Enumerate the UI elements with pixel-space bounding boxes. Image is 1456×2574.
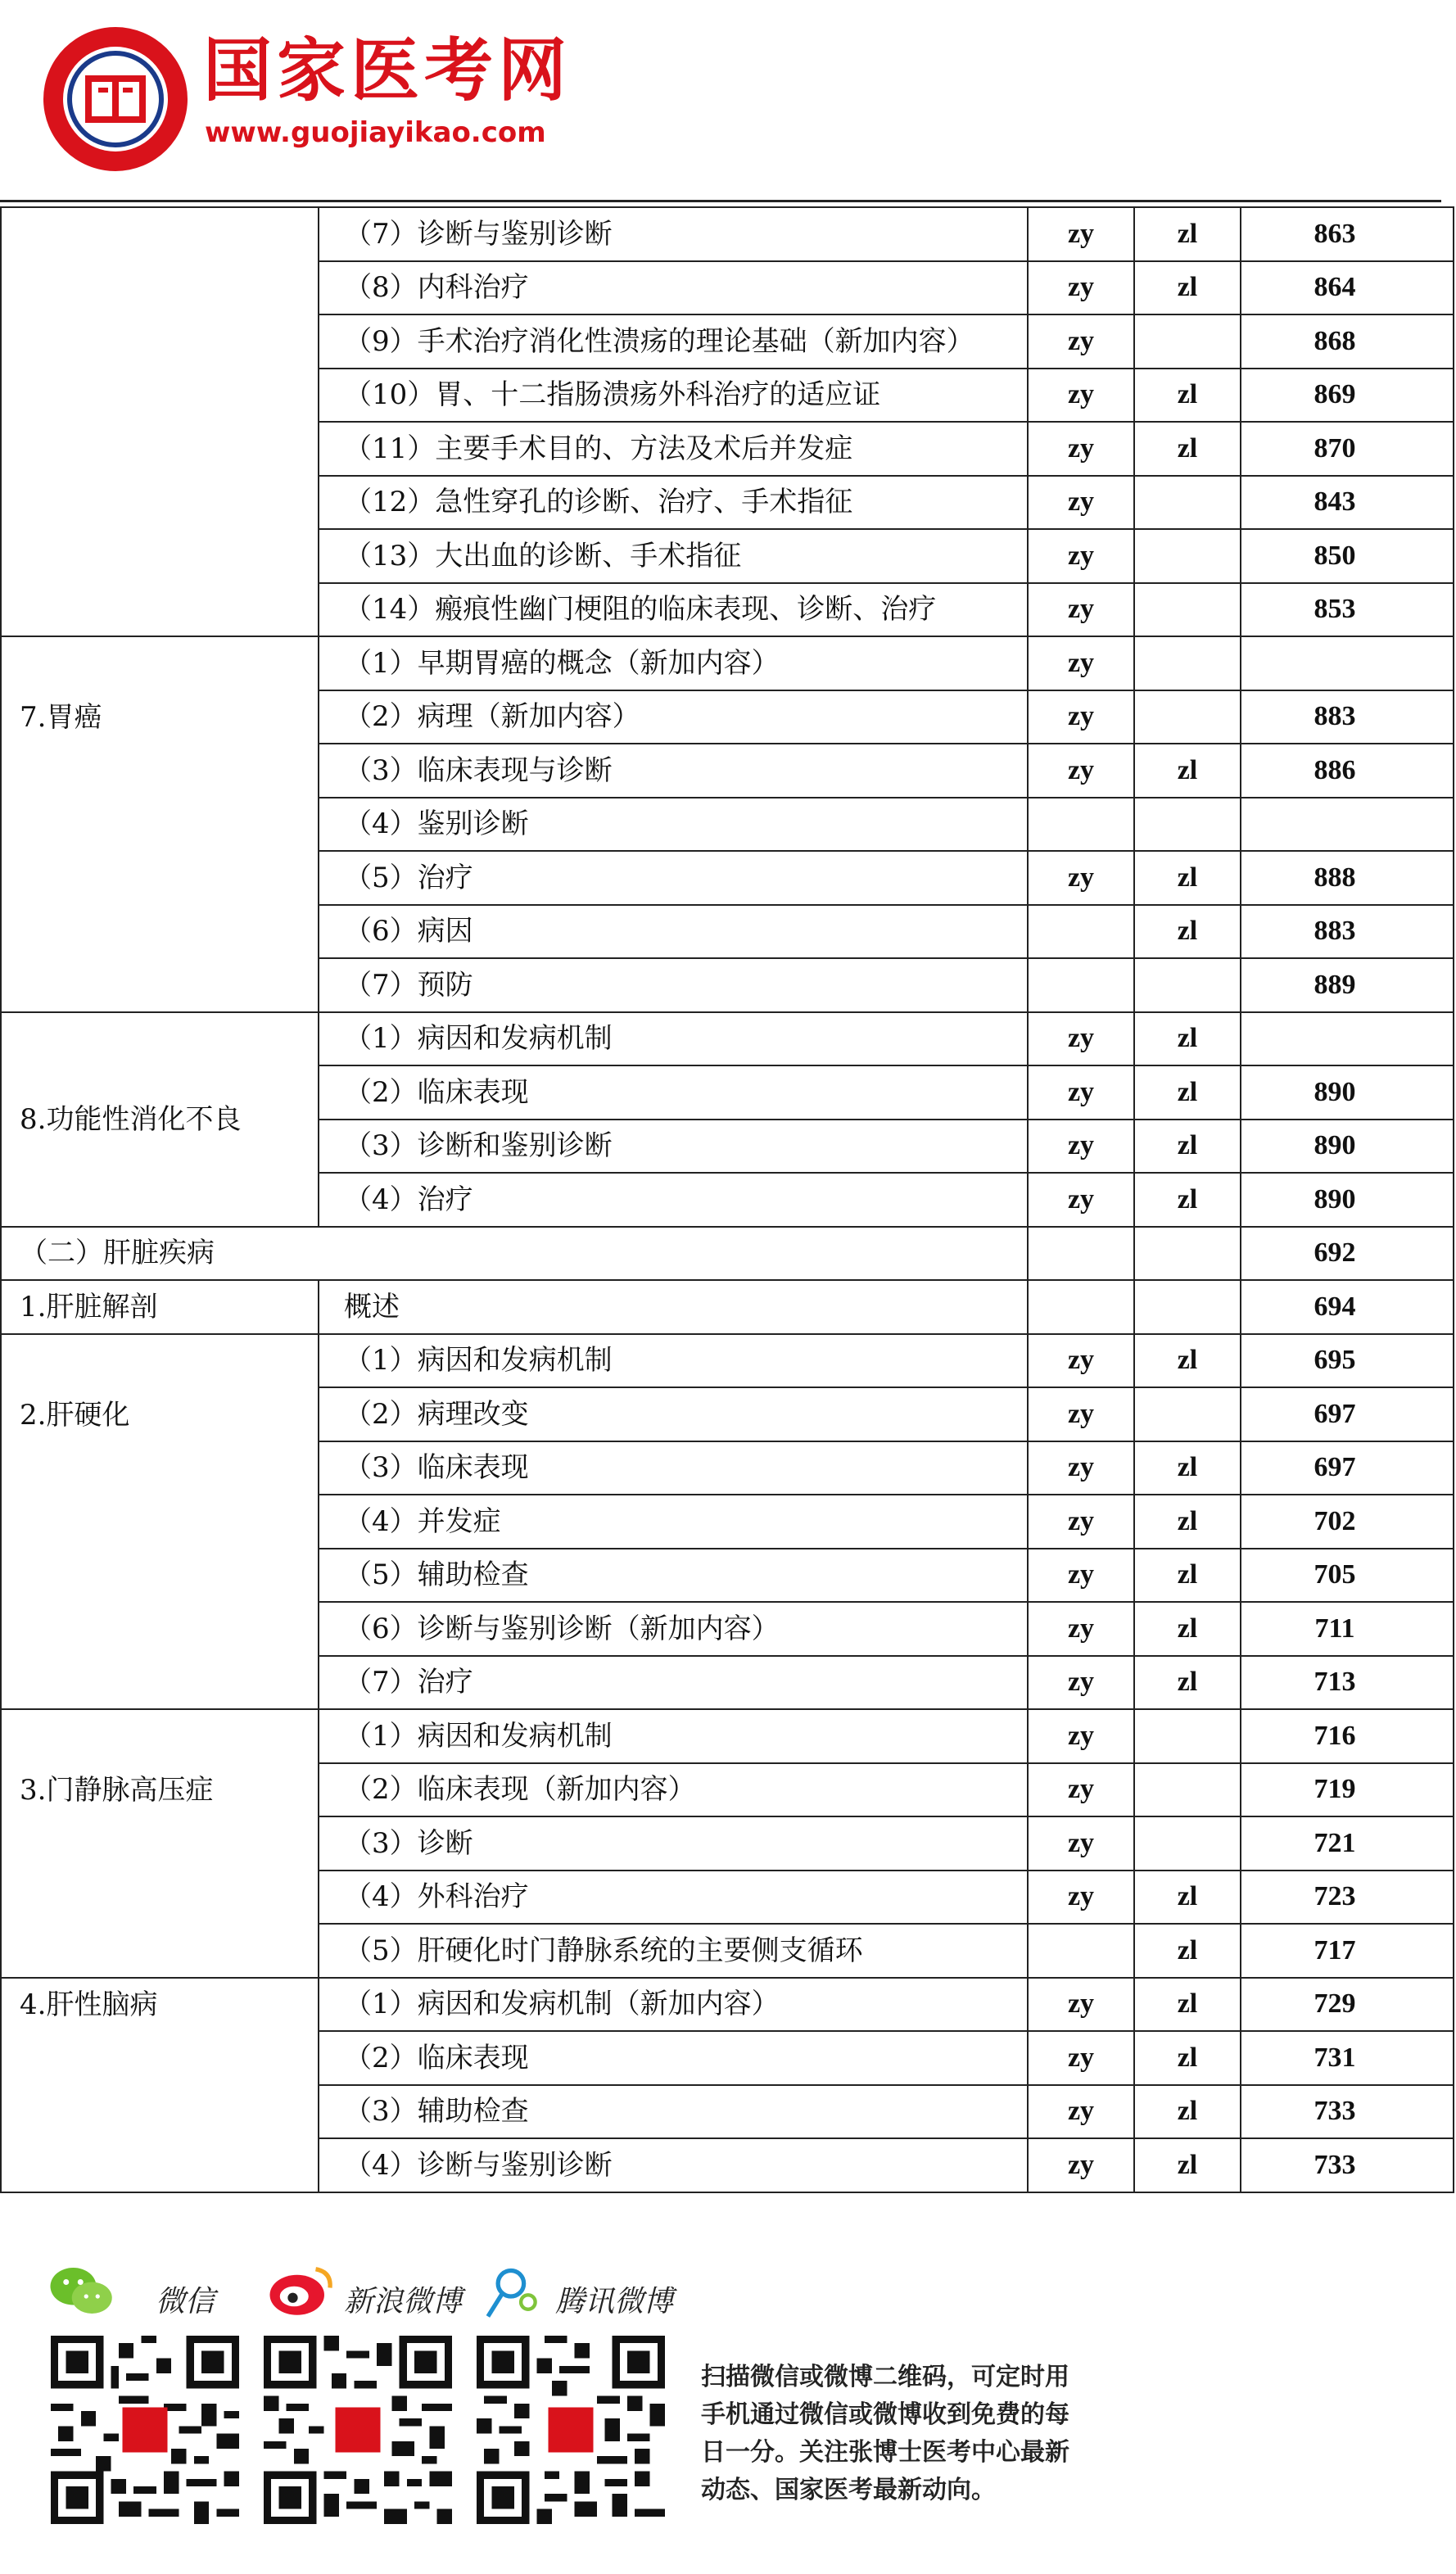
zy-cell: zy <box>1028 636 1134 690</box>
zl-cell: zl <box>1134 1924 1241 1978</box>
item-cell: （5）辅助检查 <box>319 1549 1028 1603</box>
page-footer <box>0 2244 1456 2574</box>
item-cell: （5）治疗 <box>319 851 1028 905</box>
zl-cell <box>1134 1227 1241 1281</box>
zy-cell <box>1028 1280 1134 1334</box>
page-cell: 697 <box>1241 1387 1454 1441</box>
zy-cell: zy <box>1028 1978 1134 2032</box>
zy-cell: zy <box>1028 422 1134 476</box>
zy-cell: zy <box>1028 1012 1134 1066</box>
zy-cell: zy <box>1028 1602 1134 1656</box>
zl-cell <box>1134 1763 1241 1817</box>
zl-cell <box>1134 1816 1241 1871</box>
zy-cell: zy <box>1028 476 1134 530</box>
topic-cell: 8.功能性消化不良 <box>1 1012 319 1227</box>
item-cell: （2）临床表现 <box>319 1065 1028 1120</box>
table-row <box>1 1978 1454 2032</box>
item-cell: （7）诊断与鉴别诊断 <box>319 207 1028 261</box>
zl-cell: zl <box>1134 422 1241 476</box>
item-cell: （5）肝硬化时门静脉系统的主要侧支循环 <box>319 1924 1028 1978</box>
item-cell: （6）病因 <box>319 905 1028 959</box>
syllabus-table <box>0 206 1454 2193</box>
item-cell: （9）手术治疗消化性溃疡的理论基础（新加内容） <box>319 314 1028 369</box>
zy-cell: zy <box>1028 369 1134 423</box>
zl-cell: zl <box>1134 1173 1241 1227</box>
item-cell: （3）诊断 <box>319 1816 1028 1871</box>
item-cell: （10）胃、十二指肠溃疡外科治疗的适应证 <box>319 369 1028 423</box>
logo-seal-icon <box>41 25 190 174</box>
item-cell: （14）瘢痕性幽门梗阻的临床表现、诊断、治疗 <box>319 583 1028 637</box>
zl-cell: zl <box>1134 744 1241 798</box>
page-cell: 843 <box>1241 476 1454 530</box>
zl-cell <box>1134 583 1241 637</box>
qr-code-tencent[interactable] <box>477 2336 665 2524</box>
page-cell <box>1241 798 1454 852</box>
zy-cell: zy <box>1028 1387 1134 1441</box>
zy-cell: zy <box>1028 1709 1134 1763</box>
zl-cell: zl <box>1134 1065 1241 1120</box>
page-cell: 850 <box>1241 529 1454 583</box>
page-cell <box>1241 636 1454 690</box>
brand-url[interactable]: www.guojiayikao.com <box>205 116 546 149</box>
item-cell: （4）诊断与鉴别诊断 <box>319 2138 1028 2192</box>
page-cell: 890 <box>1241 1120 1454 1174</box>
zy-cell: zy <box>1028 1495 1134 1549</box>
item-cell: （12）急性穿孔的诊断、治疗、手术指征 <box>319 476 1028 530</box>
zl-cell: zl <box>1134 905 1241 959</box>
zl-cell <box>1134 1387 1241 1441</box>
item-cell: （1）病因和发病机制 <box>319 1012 1028 1066</box>
page-cell: 719 <box>1241 1763 1454 1817</box>
item-cell: （11）主要手术目的、方法及术后并发症 <box>319 422 1028 476</box>
item-cell: 概述 <box>319 1280 1028 1334</box>
zl-cell: zl <box>1134 1495 1241 1549</box>
zl-cell: zl <box>1134 369 1241 423</box>
topic-cell: 4.肝性脑病 <box>1 1978 319 2192</box>
zy-cell: zy <box>1028 1763 1134 1817</box>
qr-code-wechat[interactable] <box>51 2336 239 2524</box>
zy-cell: zy <box>1028 851 1134 905</box>
page-cell: 695 <box>1241 1334 1454 1388</box>
zl-cell: zl <box>1134 1871 1241 1925</box>
page-cell: 888 <box>1241 851 1454 905</box>
topic-cell: 3.门静脉高压症 <box>1 1709 319 1978</box>
zl-cell: zl <box>1134 2085 1241 2139</box>
zy-cell: zy <box>1028 1441 1134 1495</box>
tencent-label: 腾讯微博 <box>555 2285 674 2318</box>
topic-cell <box>1 207 319 636</box>
page-cell <box>1241 1012 1454 1066</box>
page-cell: 731 <box>1241 2031 1454 2085</box>
zl-cell <box>1134 636 1241 690</box>
zy-cell: zy <box>1028 1065 1134 1120</box>
zy-cell: zy <box>1028 1120 1134 1174</box>
zy-cell: zy <box>1028 690 1134 744</box>
zl-cell <box>1134 1709 1241 1763</box>
item-cell: （1）病因和发病机制 <box>319 1334 1028 1388</box>
caption-line: 日一分。关注张博士医考中心最新 <box>701 2438 1069 2467</box>
zy-cell <box>1028 1924 1134 1978</box>
table-row <box>1 1012 1454 1066</box>
zy-cell: zy <box>1028 1871 1134 1925</box>
page-cell: 863 <box>1241 207 1454 261</box>
page-cell: 868 <box>1241 314 1454 369</box>
caption-line: 动态、国家医考最新动向。 <box>701 2476 996 2504</box>
header-divider <box>0 200 1441 202</box>
page-cell: 733 <box>1241 2138 1454 2192</box>
table-row <box>1 207 1454 261</box>
zy-cell <box>1028 958 1134 1012</box>
zl-cell <box>1134 476 1241 530</box>
zy-cell: zy <box>1028 583 1134 637</box>
zy-cell: zy <box>1028 1334 1134 1388</box>
item-cell: （1）早期胃癌的概念（新加内容） <box>319 636 1028 690</box>
zl-cell: zl <box>1134 851 1241 905</box>
page-cell: 870 <box>1241 422 1454 476</box>
item-cell: （7）治疗 <box>319 1656 1028 1710</box>
zy-cell: zy <box>1028 744 1134 798</box>
zl-cell <box>1134 798 1241 852</box>
zl-cell: zl <box>1134 2138 1241 2192</box>
zl-cell: zl <box>1134 1012 1241 1066</box>
item-cell: （2）临床表现 <box>319 2031 1028 2085</box>
zy-cell: zy <box>1028 1173 1134 1227</box>
item-cell: （2）临床表现（新加内容） <box>319 1763 1028 1817</box>
item-cell: （6）诊断与鉴别诊断（新加内容） <box>319 1602 1028 1656</box>
page-cell: 883 <box>1241 905 1454 959</box>
zl-cell: zl <box>1134 1120 1241 1174</box>
zy-cell <box>1028 798 1134 852</box>
topic-cell: 1.肝脏解剖 <box>1 1280 319 1334</box>
item-cell: （8）内科治疗 <box>319 261 1028 315</box>
page-cell: 697 <box>1241 1441 1454 1495</box>
topic-cell: 2.肝硬化 <box>1 1334 319 1710</box>
table-row <box>1 1709 1454 1763</box>
page-cell: 853 <box>1241 583 1454 637</box>
zy-cell: zy <box>1028 314 1134 369</box>
qr-caption <box>701 2359 1160 2509</box>
weibo-label: 新浪微博 <box>344 2285 463 2318</box>
page-cell: 716 <box>1241 1709 1454 1763</box>
zl-cell <box>1134 958 1241 1012</box>
zy-cell: zy <box>1028 1549 1134 1603</box>
topic-cell: 7.胃癌 <box>1 636 319 1012</box>
table-row <box>1 636 1454 690</box>
zl-cell <box>1134 690 1241 744</box>
zl-cell: zl <box>1134 1441 1241 1495</box>
page-cell: 889 <box>1241 958 1454 1012</box>
zy-cell <box>1028 1227 1134 1281</box>
page-cell: 890 <box>1241 1065 1454 1120</box>
item-cell: （3）辅助检查 <box>319 2085 1028 2139</box>
item-cell: （2）病理改变 <box>319 1387 1028 1441</box>
zl-cell <box>1134 529 1241 583</box>
zl-cell: zl <box>1134 2031 1241 2085</box>
page-cell: 869 <box>1241 369 1454 423</box>
qr-code-weibo[interactable] <box>264 2336 452 2524</box>
page-cell: 711 <box>1241 1602 1454 1656</box>
zy-cell: zy <box>1028 529 1134 583</box>
weibo-icon <box>260 2262 342 2319</box>
section-title: （二）肝脏疾病 <box>1 1227 1028 1281</box>
table-row <box>1 1280 1454 1334</box>
table-row <box>1 1334 1454 1388</box>
item-cell: （3）诊断和鉴别诊断 <box>319 1120 1028 1174</box>
section-row <box>1 1227 1454 1281</box>
page-cell: 890 <box>1241 1173 1454 1227</box>
page-cell: 694 <box>1241 1280 1454 1334</box>
page-header <box>0 0 1456 197</box>
page-cell: 883 <box>1241 690 1454 744</box>
zl-cell: zl <box>1134 1549 1241 1603</box>
page-cell: 702 <box>1241 1495 1454 1549</box>
zy-cell: zy <box>1028 2085 1134 2139</box>
item-cell: （2）病理（新加内容） <box>319 690 1028 744</box>
page-cell: 886 <box>1241 744 1454 798</box>
zy-cell: zy <box>1028 1816 1134 1871</box>
zy-cell: zy <box>1028 1656 1134 1710</box>
zl-cell <box>1134 1280 1241 1334</box>
wechat-icon <box>41 2262 123 2319</box>
zy-cell: zy <box>1028 2031 1134 2085</box>
zl-cell <box>1134 314 1241 369</box>
tencent-weibo-icon <box>473 2262 547 2319</box>
page-cell: 717 <box>1241 1924 1454 1978</box>
zl-cell: zl <box>1134 1334 1241 1388</box>
item-cell: （3）临床表现 <box>319 1441 1028 1495</box>
item-cell: （3）临床表现与诊断 <box>319 744 1028 798</box>
page-cell: 705 <box>1241 1549 1454 1603</box>
item-cell: （13）大出血的诊断、手术指征 <box>319 529 1028 583</box>
page-cell: 713 <box>1241 1656 1454 1710</box>
wechat-label: 微信 <box>156 2285 215 2318</box>
zl-cell: zl <box>1134 1656 1241 1710</box>
page-cell: 733 <box>1241 2085 1454 2139</box>
item-cell: （4）并发症 <box>319 1495 1028 1549</box>
item-cell: （4）鉴别诊断 <box>319 798 1028 852</box>
zl-cell: zl <box>1134 1978 1241 2032</box>
page-cell: 721 <box>1241 1816 1454 1871</box>
zy-cell <box>1028 905 1134 959</box>
brand-name: 国家医考网 <box>203 30 572 111</box>
item-cell: （4）外科治疗 <box>319 1871 1028 1925</box>
item-cell: （1）病因和发病机制（新加内容） <box>319 1978 1028 2032</box>
item-cell: （4）治疗 <box>319 1173 1028 1227</box>
zy-cell: zy <box>1028 207 1134 261</box>
item-cell: （7）预防 <box>319 958 1028 1012</box>
caption-line: 手机通过微信或微博收到免费的每 <box>701 2400 1069 2429</box>
caption-line: 扫描微信或微博二维码，可定时用 <box>701 2363 1069 2391</box>
zl-cell: zl <box>1134 1602 1241 1656</box>
page-cell: 729 <box>1241 1978 1454 2032</box>
zy-cell: zy <box>1028 2138 1134 2192</box>
zl-cell: zl <box>1134 207 1241 261</box>
zl-cell: zl <box>1134 261 1241 315</box>
zy-cell: zy <box>1028 261 1134 315</box>
item-cell: （1）病因和发病机制 <box>319 1709 1028 1763</box>
page-cell: 692 <box>1241 1227 1454 1281</box>
page-cell: 723 <box>1241 1871 1454 1925</box>
page-cell: 864 <box>1241 261 1454 315</box>
